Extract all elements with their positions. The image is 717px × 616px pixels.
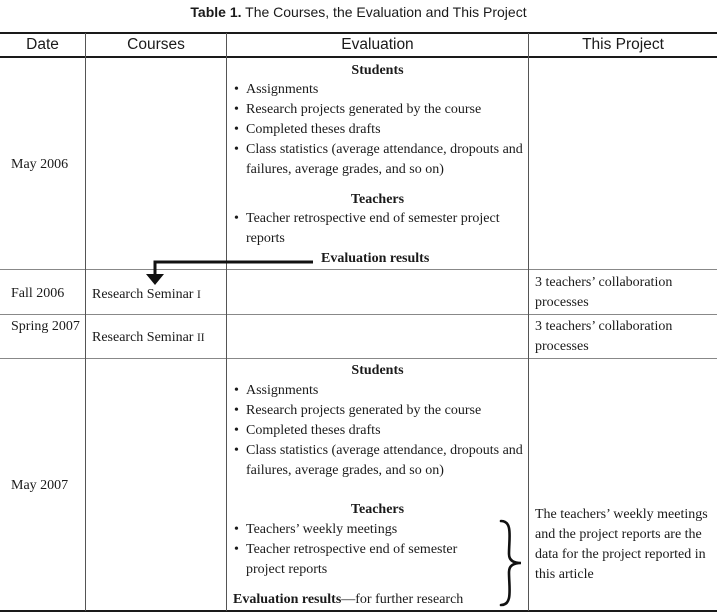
list-item: • Class statistics (average attendance, dropouts and failures, average grades, and so on) — [232, 140, 524, 180]
header-courses: Courses — [127, 36, 185, 53]
row4-evaluation-results — [233, 590, 463, 610]
list-item: • Assignments — [232, 80, 524, 100]
row2-project: 3 teachers’ collaboration processes — [535, 275, 673, 310]
list-item: • Teachers’ weekly meetings — [232, 520, 482, 540]
row4-project: The teachers’ weekly meetings and the project reports are the data for the project reported in this article — [535, 507, 708, 582]
header-this-project: This Project — [582, 36, 664, 53]
curly-brace-icon — [497, 518, 527, 608]
row2-course — [92, 285, 201, 305]
list-item: • Assignments — [232, 381, 524, 401]
header-evaluation: Evaluation — [341, 36, 414, 53]
caption-label: Table 1. — [190, 4, 242, 20]
row1-teachers-heading: Teachers — [350, 192, 405, 207]
list-item: • Research projects generated by the course — [232, 401, 524, 421]
list-item: • Completed theses drafts — [232, 120, 524, 140]
results-rest: —for further research — [341, 592, 464, 607]
row4-teachers-list — [232, 520, 482, 580]
row3-course — [92, 328, 205, 348]
course-numeral: II — [196, 332, 205, 344]
row4-students-list — [232, 381, 524, 481]
row1-date: May 2006 — [11, 157, 69, 172]
list-item: • Completed theses drafts — [232, 421, 524, 441]
results-label: Evaluation results — [233, 592, 342, 607]
row3-project: 3 teachers’ collaboration processes — [535, 319, 673, 354]
row2-date: Fall 2006 — [11, 286, 65, 301]
list-item: • Class statistics (average attendance, dropouts and failures, average grades, and so on) — [232, 441, 524, 481]
row1-students-heading: Students — [351, 63, 404, 78]
row4-date: May 2007 — [11, 478, 69, 493]
row3-date: Spring 2007 — [11, 319, 80, 334]
list-item: • Teacher retrospective end of semester project reports — [232, 540, 482, 580]
course-name: Research Seminar — [92, 287, 194, 302]
course-numeral: I — [196, 289, 201, 301]
row4-students-heading: Students — [351, 363, 404, 378]
course-name: Research Seminar — [92, 330, 194, 345]
caption-text: The Courses, the Evaluation and This Project — [241, 4, 527, 20]
list-item: • Teacher retrospective end of semester project reports — [232, 209, 524, 249]
row4-teachers-heading: Teachers — [350, 502, 405, 517]
list-item: • Research projects generated by the course — [232, 100, 524, 120]
row1-evaluation-results: Evaluation results — [321, 251, 430, 266]
header-date: Date — [26, 36, 59, 53]
